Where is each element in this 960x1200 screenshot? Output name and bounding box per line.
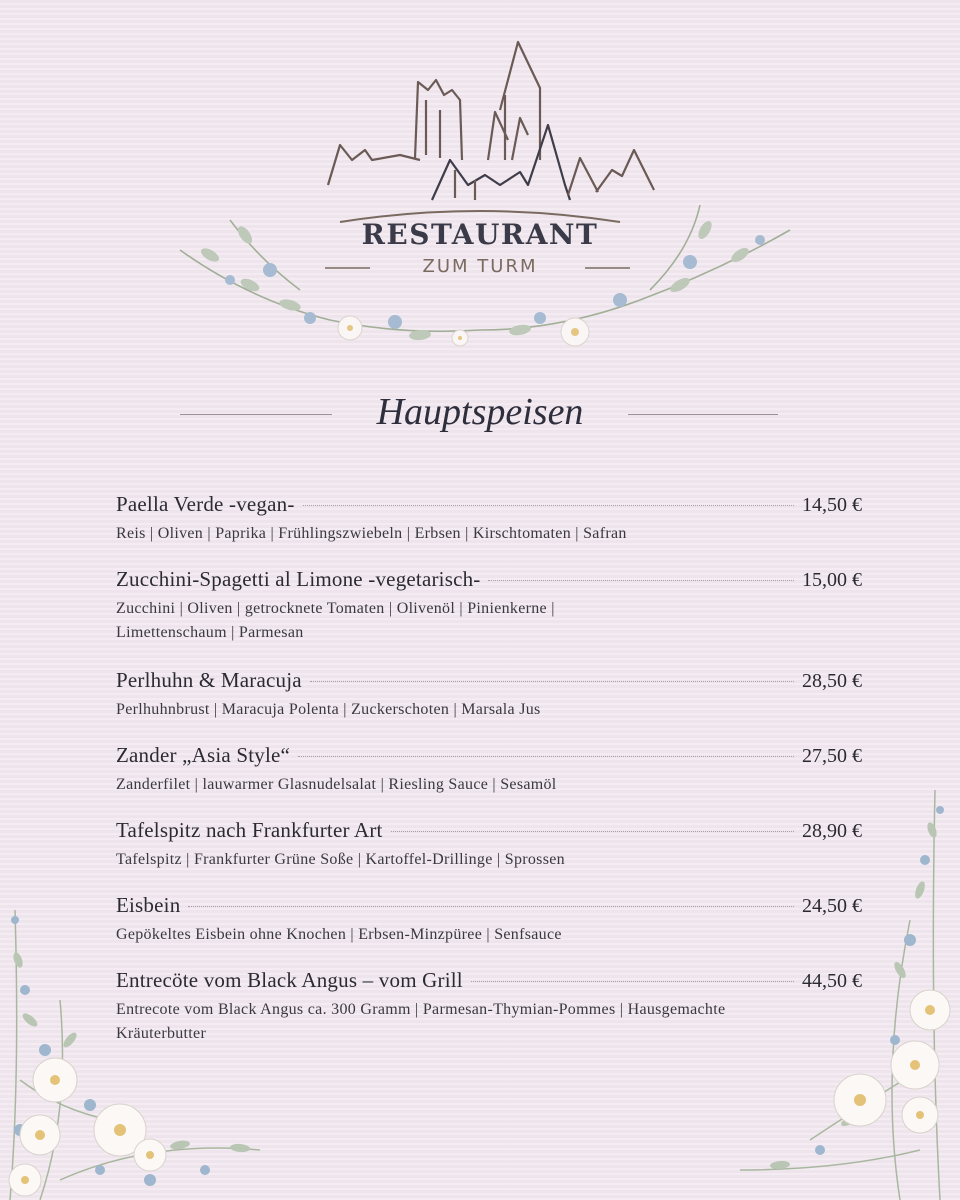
dish-description: Gepökeltes Eisbein ohne Knochen | Erbsen-Minzpüree | Senfsauce xyxy=(116,926,562,943)
menu-item xyxy=(116,492,862,546)
dish-price: 28,90 € xyxy=(802,820,862,842)
dish-description: Zucchini | Oliven | getrocknete Tomaten | Olivenöl | Pinienkerne | Limettenschaum | Parmesan xyxy=(116,600,555,641)
menu-item xyxy=(116,668,862,722)
menu-item xyxy=(116,567,862,645)
dot-leader xyxy=(303,505,794,506)
dish-price: 44,50 € xyxy=(802,970,862,992)
dish-price: 27,50 € xyxy=(802,745,862,767)
dot-leader xyxy=(488,580,794,581)
dish-price: 15,00 € xyxy=(802,569,862,591)
castle-logo-icon xyxy=(0,0,960,400)
dish-price: 14,50 € xyxy=(802,494,862,516)
section-title: Hauptspeisen xyxy=(376,391,584,433)
dish-name: Zucchini-Spagetti al Limone -vegetarisch- xyxy=(116,567,481,591)
dish-description: Zanderfilet | lauwarmer Glasnudelsalat | Riesling Sauce | Sesamöl xyxy=(116,776,557,793)
dish-price: 24,50 € xyxy=(802,895,862,917)
dot-leader xyxy=(310,681,794,682)
dish-price: 28,50 € xyxy=(802,670,862,692)
flower-icon xyxy=(720,770,960,1200)
restaurant-subtitle: ZUM TURM xyxy=(422,256,538,277)
dish-name: Paella Verde -vegan- xyxy=(116,492,295,516)
dot-leader xyxy=(298,756,794,757)
dish-name: Tafelspitz nach Frankfurter Art xyxy=(116,818,383,842)
title-divider-right xyxy=(628,414,778,415)
dish-name: Eisbein xyxy=(116,893,181,917)
dish-description: Reis | Oliven | Paprika | Frühlingszwiebeln | Erbsen | Kirschtomaten | Safran xyxy=(116,525,627,542)
dish-name: Entrecöte vom Black Angus – vom Grill xyxy=(116,968,463,992)
restaurant-name: RESTAURANT xyxy=(361,218,599,251)
dish-name: Zander „Asia Style“ xyxy=(116,743,291,767)
dish-description: Perlhuhnbrust | Maracuja Polenta | Zuckerschoten | Marsala Jus xyxy=(116,701,541,718)
dish-description: Entrecote vom Black Angus ca. 300 Gramm | Parmesan-Thymian-Pommes | Hausgemachte Kräuterbutter xyxy=(116,1001,726,1042)
dish-description: Tafelspitz | Frankfurter Grüne Soße | Kartoffel-Drillinge | Sprossen xyxy=(116,851,565,868)
flower-icon xyxy=(0,880,300,1200)
dish-name: Perlhuhn & Maracuja xyxy=(116,668,302,692)
